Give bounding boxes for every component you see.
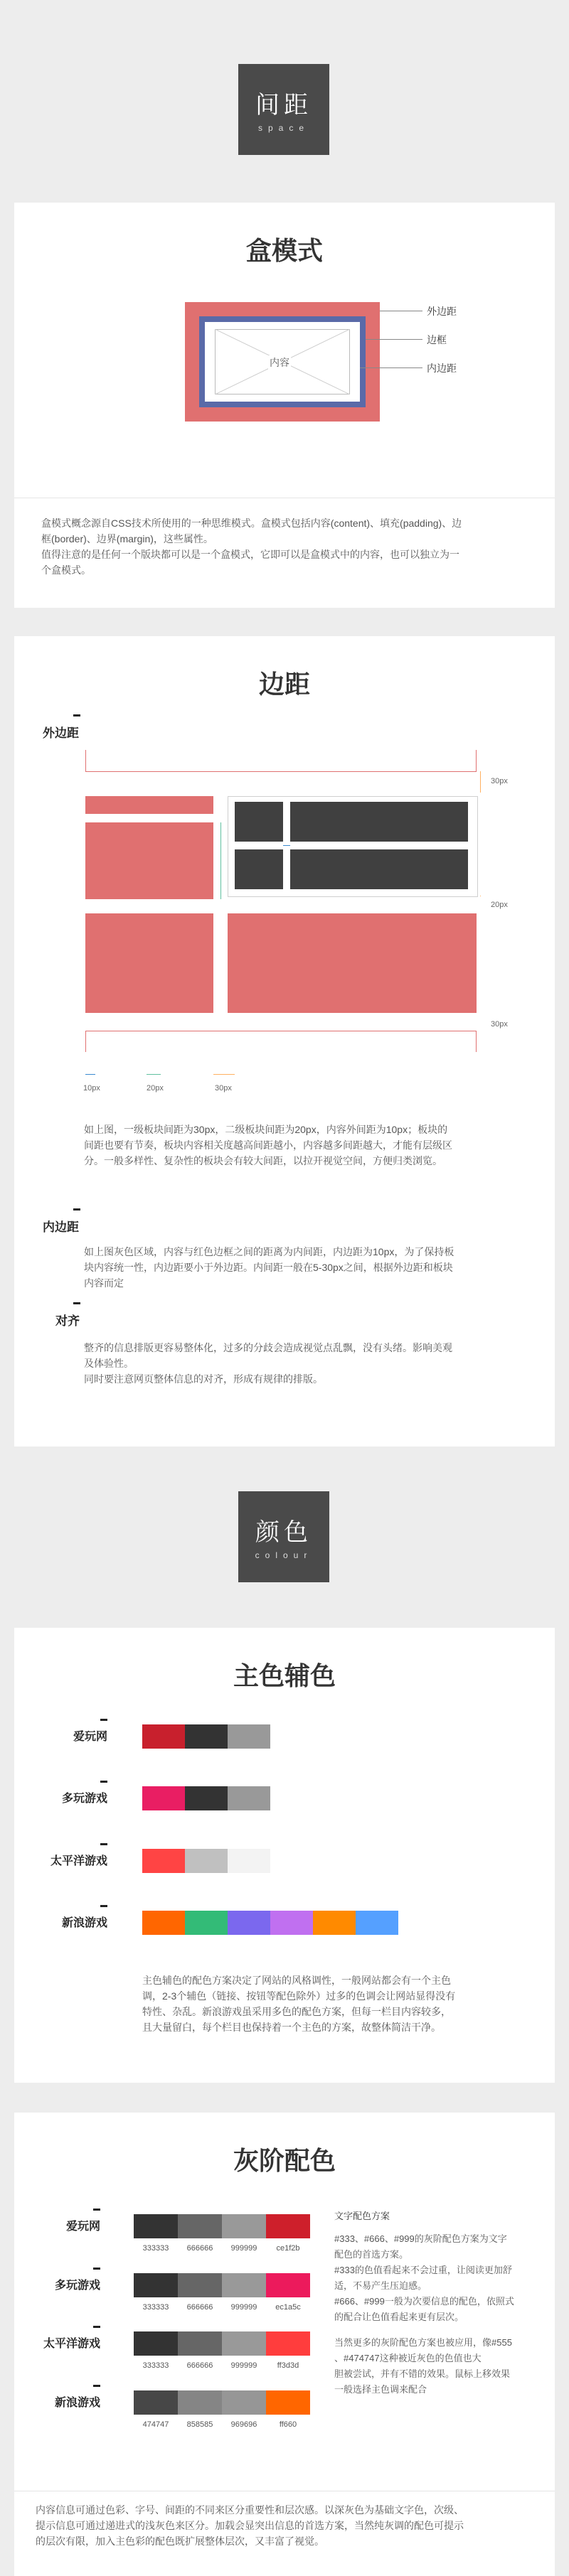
gray-swatch — [178, 2390, 222, 2415]
gray-desc: 内容信息可通过色彩、字号、间距的不同来区分重要性和层次感。以深灰色为基础文字色，次级、 提示信息可通过递进式的浅灰色来区分。加载会显突出信息的首选方案，当然纯灰调的配色可提示 的层次有限，加入主色彩的配色既扩展整体层次，又丰富了视觉。 — [36, 2504, 464, 2547]
primary-card — [14, 1628, 555, 2083]
gray-swatch — [134, 2214, 178, 2238]
guide-inner-green — [220, 822, 221, 899]
gray-hex-label: ce1f2b — [276, 2244, 300, 2253]
legend-line-30 — [213, 1074, 235, 1075]
px-label-a: 30px — [491, 777, 508, 785]
primary-swatch — [185, 1786, 228, 1810]
gray-brand-tick — [93, 2326, 100, 2328]
primary-brand-name: 新浪游戏 — [61, 1917, 107, 1929]
colour-header-sub: colour — [255, 1550, 313, 1560]
gray-hex-label: 666666 — [186, 2244, 213, 2253]
gray-brand-name: 爱玩网 — [65, 2221, 100, 2233]
primary-swatch — [185, 1724, 228, 1749]
gray-swatch — [178, 2273, 222, 2297]
layout-block-2 — [85, 822, 213, 899]
callout-line-padding — [360, 367, 422, 368]
primary-swatch — [270, 1911, 313, 1935]
legend-10: 10px — [83, 1084, 100, 1093]
primary-swatch — [228, 1911, 270, 1935]
legend-line-20 — [147, 1074, 161, 1075]
primary-swatch — [356, 1911, 398, 1935]
guide-right — [476, 750, 477, 771]
callout-padding: 内边距 — [427, 363, 457, 374]
align-label: 对齐 — [55, 1314, 80, 1328]
primary-swatch — [142, 1849, 185, 1873]
margins-desc-1: 如上图，一级板块间距为30px，二级板块间距为20px，内容外间距为10px；板块的 间距也要有节奏，板块内容相关度越高间距越小，内容越多间距越大，才能有层级区 分。一般多样性、复杂性的板块会有较大间距，以拉开视觉空间，方便归类浏览。 — [84, 1124, 452, 1166]
gray-swatch — [266, 2390, 310, 2415]
gray-brand-name: 太平洋游戏 — [43, 2338, 100, 2350]
gray-brand-name: 多玩游戏 — [54, 2280, 100, 2292]
guide-tick-a — [480, 771, 481, 793]
gray-hex-label: 474747 — [142, 2420, 169, 2429]
layout-block-1 — [85, 796, 213, 814]
margins-title: 边距 — [258, 670, 310, 699]
colour-header-title: 颜色 — [255, 1519, 312, 1546]
spacing-header-sub: space — [257, 123, 310, 133]
gray-swatch — [222, 2390, 266, 2415]
primary-swatch — [142, 1911, 185, 1935]
primary-brand-tick — [100, 1781, 107, 1783]
gray-hex-label: 999999 — [230, 2361, 257, 2370]
margins-desc-3: 整齐的信息排版更容易整体化，过多的分歧会造成视觉点乱飘，没有头绪。影响美观 及体验性。 同时要注意网页整体信息的对齐，形成有规律的排版。 — [84, 1342, 452, 1385]
gray-hex-label: 666666 — [186, 2361, 213, 2370]
callout-margin: 外边距 — [427, 306, 457, 317]
gray-hex-label: 333333 — [142, 2361, 169, 2370]
layout-dark-1 — [235, 802, 283, 842]
gray-hex-label: 969696 — [230, 2420, 257, 2429]
gray-hex-label: ff3d3d — [277, 2361, 299, 2370]
gray-side-title: 文字配色方案 — [334, 2211, 390, 2221]
gray-title: 灰阶配色 — [233, 2146, 336, 2175]
primary-brand-tick — [100, 1843, 107, 1845]
layout-dark-2 — [290, 802, 468, 842]
gray-swatch — [134, 2390, 178, 2415]
layout-block-3 — [85, 913, 213, 1013]
gray-hex-label: 999999 — [230, 2303, 257, 2312]
gray-swatch — [266, 2273, 310, 2297]
layout-dark-4 — [290, 849, 468, 889]
gray-swatch — [222, 2331, 266, 2356]
box-model-card — [14, 203, 555, 608]
legend-line-10 — [85, 1074, 95, 1075]
gray-hex-label: 999999 — [230, 2244, 257, 2253]
margins-desc-2: 如上图灰色区域，内容与红色边框之间的距离为内间距，内边距为10px，为了保持板 块内容统一性，内边距要小于外边距。内间距一般在5-30px之间，根据外边距和板块 内容而定 — [84, 1246, 454, 1289]
box-model-title: 盒模式 — [245, 236, 323, 265]
primary-brand-name: 太平洋游戏 — [50, 1855, 107, 1867]
box-model-content-label: 内容 — [270, 357, 289, 368]
primary-desc: 主色辅色的配色方案决定了网站的风格调性，一般网站都会有一个主色 调，2-3个辅色（链接、按钮等配色除外）过多的色调会让网站显得没有 特性、杂乱。新浪游戏虽采用多色的配色方案，但每一栏目内容较多， 且大量留白，每个栏目也保持着一个主色的方案，故整体简洁干净。 — [142, 1975, 456, 2033]
gray-side: 文字配色方案 #333、#666、#999的灰阶配色方案为文字 配色的首选方案。 #333的色值看起来不会过重，让阅读更加舒 适，不易产生压迫感。 #666、#999一般为次要信息的配色，依照式 的配合让色值看起来更有层次。 当然更多的灰阶配色方案也被应用，像#555 、#474747这种被近灰色的色值也大 胆被尝试，并有不错的效果。鼠标上移效果 一般选择主色调来配合 — [334, 2209, 541, 2398]
gray-hex-label: 333333 — [142, 2244, 169, 2253]
primary-brand-name: 爱玩网 — [73, 1731, 107, 1743]
legend-30: 30px — [215, 1084, 232, 1093]
primary-swatch — [313, 1911, 356, 1935]
outer-label: 外边距 — [43, 726, 79, 740]
callout-line-border — [366, 339, 422, 340]
gray-hex-label: 666666 — [186, 2303, 213, 2312]
primary-swatch — [142, 1724, 185, 1749]
primary-swatch — [185, 1849, 228, 1873]
gray-swatch — [222, 2273, 266, 2297]
box-model-desc: 盒模式概念源自CSS技术所使用的一种思维模式。盒模式包括内容(content)、填充(padding)、边 框(border)、边界(margin)，这些属性。 值得注意的是任何一个版块都可以是一个盒模式，它即可以是盒模式中的内容，也可以独立为一 个盒模式。 — [41, 517, 462, 576]
guide-top — [85, 771, 477, 772]
primary-swatch — [228, 1849, 270, 1873]
gray-swatch — [266, 2331, 310, 2356]
primary-brand-name: 多玩游戏 — [61, 1793, 107, 1805]
gray-swatch — [178, 2331, 222, 2356]
outer-label-tick — [73, 714, 80, 717]
gray-brand-tick — [93, 2268, 100, 2270]
guide-inner-blue — [283, 845, 290, 846]
gray-card — [14, 2113, 555, 2576]
gray-brand-name: 新浪游戏 — [54, 2397, 100, 2409]
margins-card — [14, 636, 555, 1447]
gray-swatch — [178, 2214, 222, 2238]
guide-bottom-left — [85, 1031, 86, 1052]
align-label-tick — [73, 1302, 80, 1304]
callout-border: 边框 — [427, 334, 447, 345]
spacing-header-title: 间距 — [255, 92, 312, 119]
layout-block-4 — [228, 913, 477, 1013]
gray-hex-label: ff660 — [279, 2420, 297, 2429]
primary-swatch — [228, 1786, 270, 1810]
px-label-b: 20px — [491, 901, 508, 909]
px-label-c: 30px — [491, 1020, 508, 1029]
layout-dark-3 — [235, 849, 283, 889]
gray-hex-label: ec1a5c — [275, 2303, 301, 2312]
spacing-header — [238, 64, 329, 155]
inner-label-tick — [73, 1208, 80, 1211]
gray-swatch — [266, 2214, 310, 2238]
gray-hex-label: 858585 — [186, 2420, 213, 2429]
primary-swatch — [142, 1786, 185, 1810]
gray-swatch — [222, 2214, 266, 2238]
gray-brand-tick — [93, 2209, 100, 2211]
gray-hex-label: 333333 — [142, 2303, 169, 2312]
guide-bottom-right — [476, 1031, 477, 1052]
gray-swatch — [134, 2273, 178, 2297]
gray-swatch — [134, 2331, 178, 2356]
colour-header — [238, 1491, 329, 1582]
primary-brand-tick — [100, 1905, 107, 1907]
guide-left — [85, 750, 86, 771]
gray-brand-tick — [93, 2385, 100, 2387]
primary-swatch — [185, 1911, 228, 1935]
inner-label: 内边距 — [43, 1220, 79, 1234]
primary-title: 主色辅色 — [233, 1661, 336, 1690]
primary-swatch — [228, 1724, 270, 1749]
primary-brand-tick — [100, 1719, 107, 1721]
legend-20: 20px — [147, 1084, 164, 1093]
